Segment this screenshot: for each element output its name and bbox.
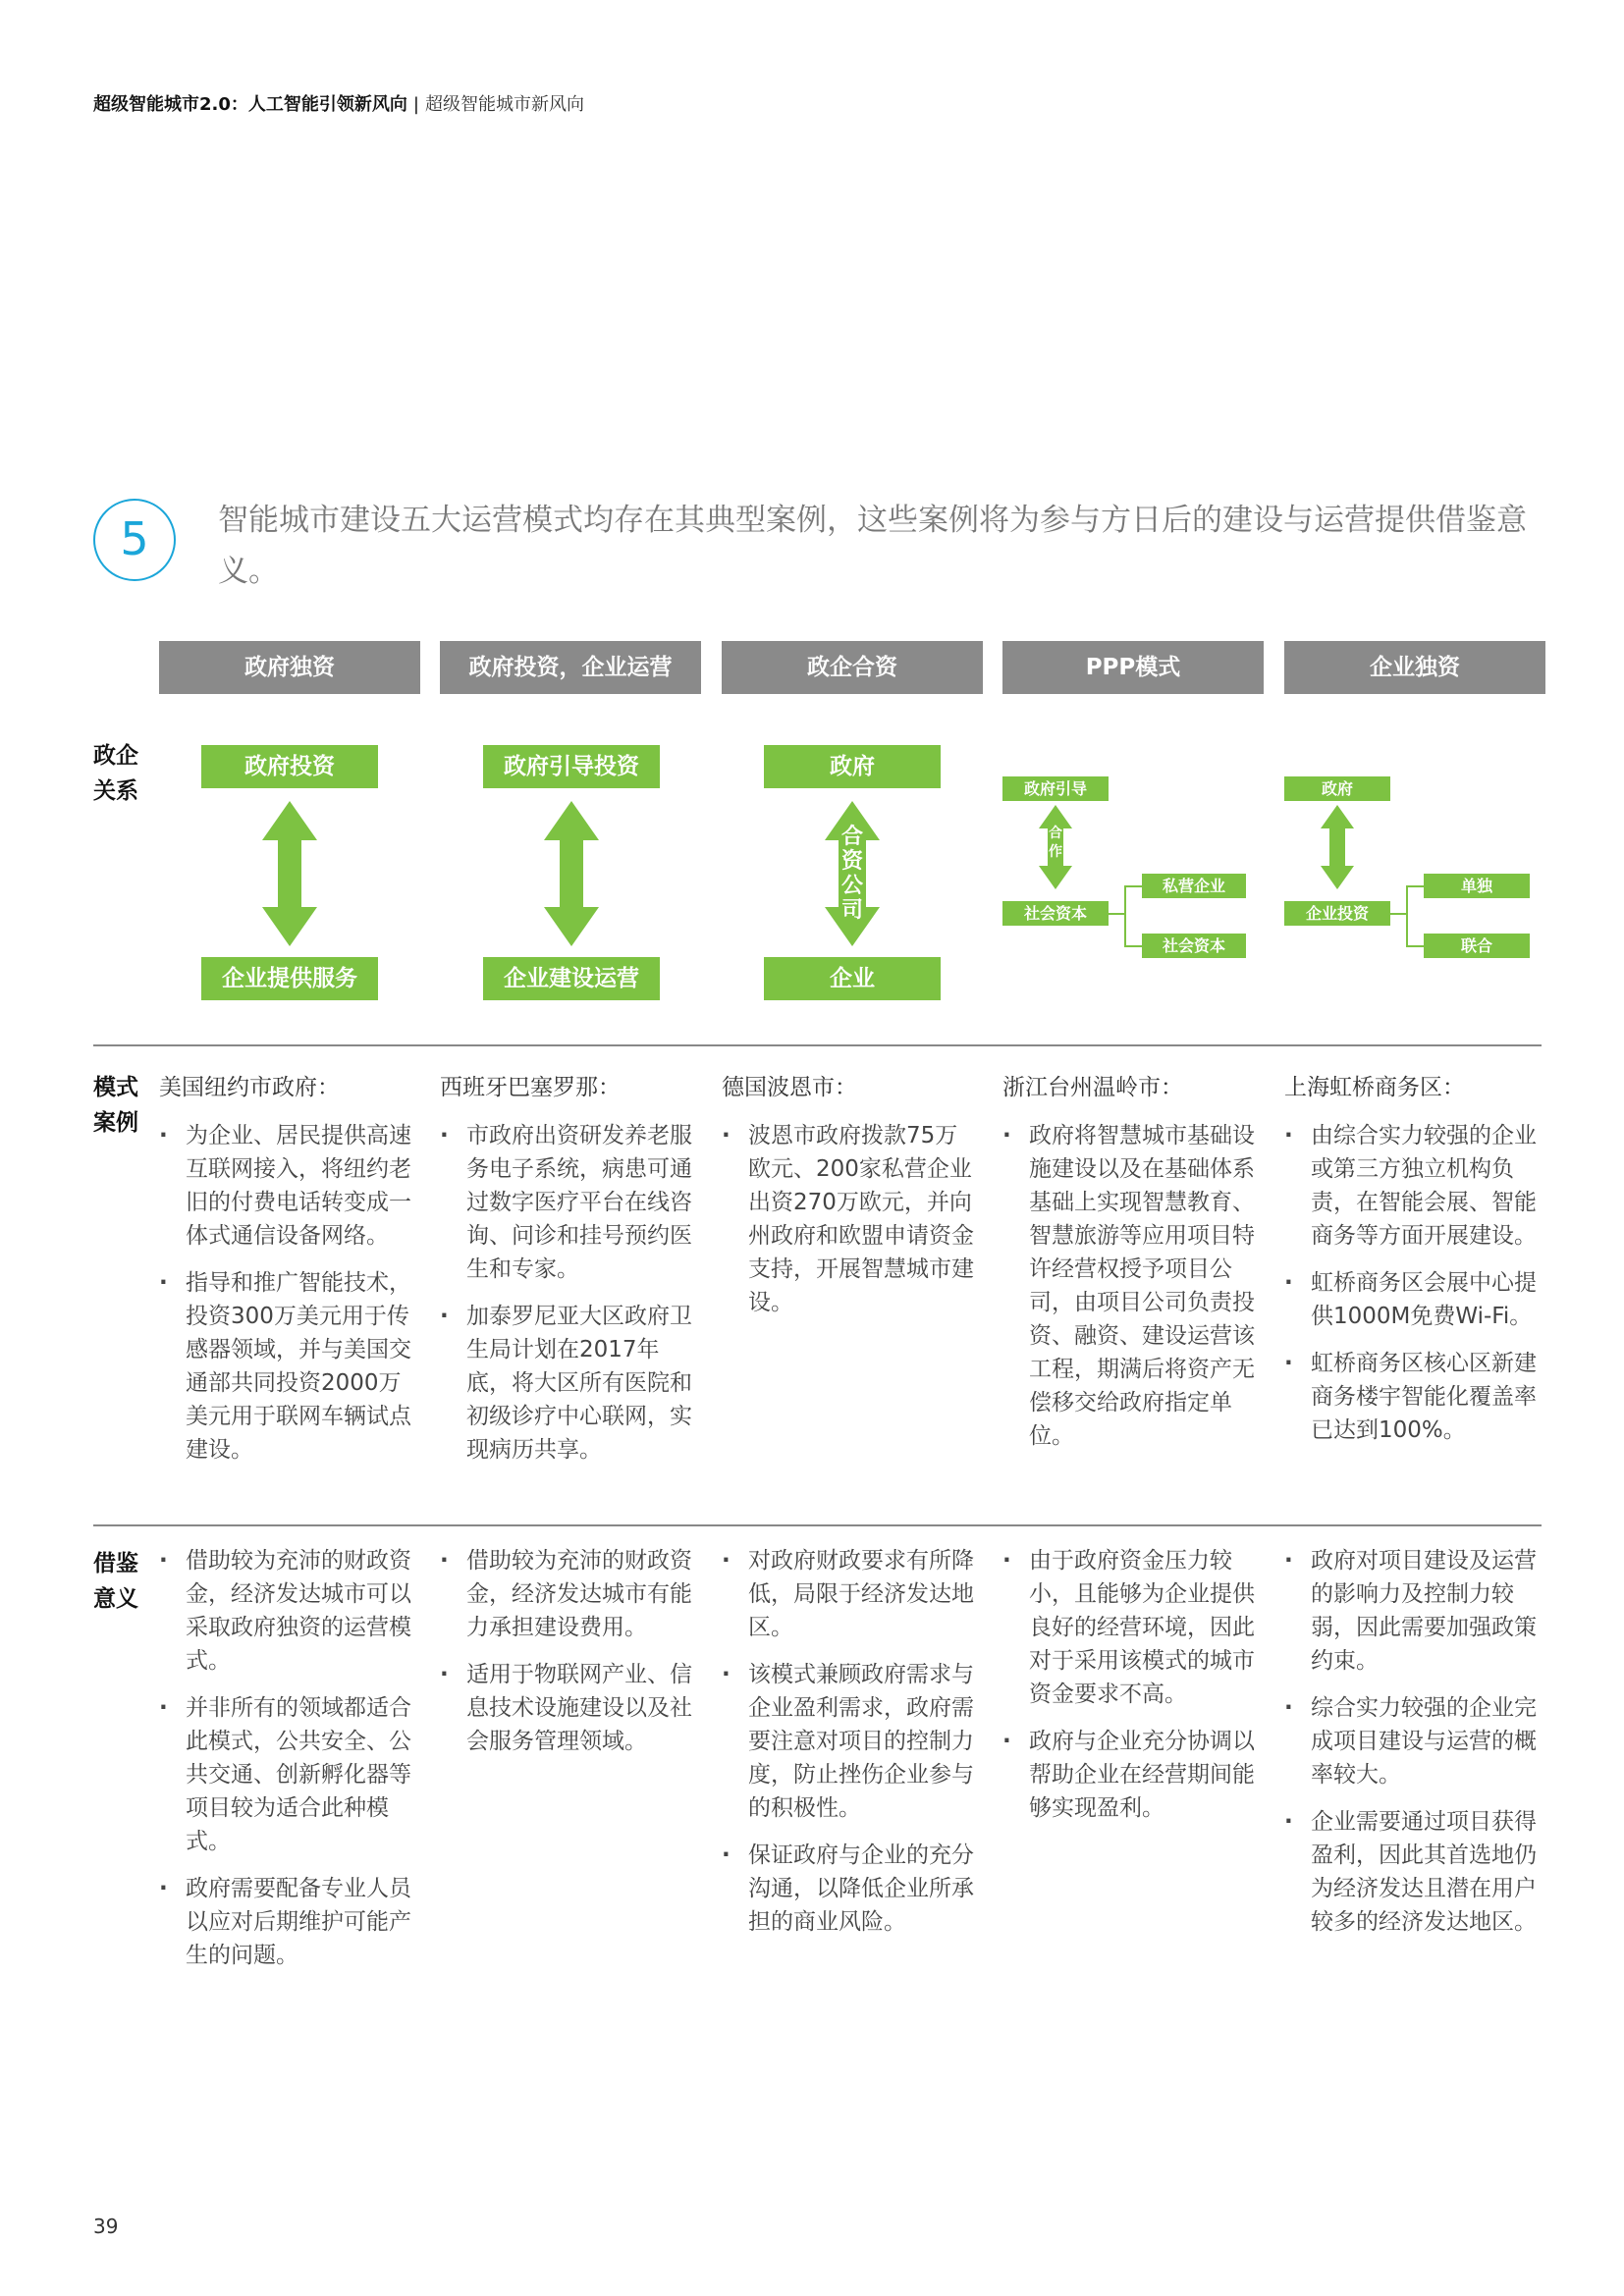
diagram-1-top-box: 政府投资 bbox=[201, 745, 378, 788]
diagram-5-connector bbox=[1406, 885, 1408, 946]
list-item: · 虹桥商务区核心区新建商务楼宇智能化覆盖率已达到100%。 bbox=[1284, 1347, 1542, 1447]
case-title-3: 德国波恩市： bbox=[722, 1075, 857, 1100]
diagram-5-connector bbox=[1406, 945, 1424, 947]
header-title: 超级智能城市2.0：人工智能引领新风向 bbox=[93, 94, 407, 115]
column-header-2: 政府投资，企业运营 bbox=[440, 641, 701, 694]
case-list-4 bbox=[1002, 1119, 1260, 1467]
header-subtitle: 超级智能城市新风向 bbox=[424, 94, 584, 115]
list-item: · 并非所有的领域都适合此模式，公共安全、公共交通、创新孵化器等项目较为适合此种模式。 bbox=[159, 1691, 416, 1858]
diagram-5-left-box: 企业投资 bbox=[1284, 901, 1390, 926]
list-item: · 保证政府与企业的充分沟通，以降低企业所承担的商业风险。 bbox=[722, 1839, 979, 1939]
divider-top bbox=[93, 1044, 1542, 1046]
lessons-list-2 bbox=[440, 1544, 697, 1772]
header-separator: | bbox=[412, 94, 419, 115]
diagram-2-top-box: 政府引导投资 bbox=[483, 745, 660, 788]
list-item: · 政府将智慧城市基础设施建设以及在基础体系基础上实现智慧教育、智慧旅游等应用项目特许经营权授予项目公司，由项目公司负责投资、融资、建设运营该工程，期满后将资产无偿移交给政府指定单位。 bbox=[1002, 1119, 1260, 1453]
row-label-cases: 模式案例 bbox=[93, 1075, 138, 1136]
intro-paragraph: 智能城市建设五大运营模式均存在其典型案例，这些案例将为参与方日后的建设与运营提供借鉴意义。 bbox=[218, 503, 1527, 589]
diagram-4-branch-2: 社会资本 bbox=[1142, 934, 1246, 958]
diagram-4-connector bbox=[1124, 885, 1126, 946]
diagram-3-middle-label: 合资公司 bbox=[840, 825, 863, 923]
running-header bbox=[93, 90, 584, 116]
diagram-4-middle-label: 合作 bbox=[1049, 826, 1062, 860]
diagram-5-connector bbox=[1406, 885, 1424, 887]
list-item: · 政府需要配备专业人员以应对后期维护可能产生的问题。 bbox=[159, 1872, 416, 1972]
case-title-5: 上海虹桥商务区： bbox=[1284, 1075, 1465, 1100]
diagram-4-branch-1: 私营企业 bbox=[1142, 874, 1246, 898]
diagram-5-connector bbox=[1390, 913, 1406, 915]
diagram-4-connector bbox=[1124, 885, 1142, 887]
diagram-5-top-box: 政府 bbox=[1284, 776, 1390, 801]
list-item: · 综合实力较强的企业完成项目建设与运营的概率较大。 bbox=[1284, 1691, 1542, 1791]
list-item: · 借助较为充沛的财政资金，经济发达城市有能力承担建设费用。 bbox=[440, 1544, 697, 1644]
case-list-1 bbox=[159, 1119, 416, 1480]
column-header-1: 政府独资 bbox=[159, 641, 420, 694]
list-item: · 市政府出资研发养老服务电子系统，病患可通过数字医疗平台在线咨询、问诊和挂号预约医生和专家。 bbox=[440, 1119, 697, 1286]
list-item: · 加泰罗尼亚大区政府卫生局计划在2017年底，将大区所有医院和初级诊疗中心联网，实现病历共享。 bbox=[440, 1300, 697, 1467]
diagram-2-double-arrow bbox=[542, 801, 601, 946]
lessons-list-4 bbox=[1002, 1544, 1260, 1839]
row-label-relation: 政企关系 bbox=[93, 743, 138, 804]
list-item: · 波恩市政府拨款75万欧元、200家私营企业出资270万欧元，并向州政府和欧盟申请资金支持，开展智慧城市建设。 bbox=[722, 1119, 979, 1319]
list-item: · 适用于物联网产业、信息技术设施建设以及社会服务管理领域。 bbox=[440, 1658, 697, 1758]
lessons-list-1 bbox=[159, 1544, 416, 1986]
diagram-2-bottom-box: 企业建设运营 bbox=[483, 957, 660, 1000]
list-item: · 该模式兼顾政府需求与企业盈利需求，政府需要注意对项目的控制力度，防止挫伤企业参与的积极性。 bbox=[722, 1658, 979, 1825]
list-item: · 由综合实力较强的企业或第三方独立机构负责，在智能会展、智能商务等方面开展建设。 bbox=[1284, 1119, 1542, 1253]
case-list-2 bbox=[440, 1119, 697, 1480]
list-item: · 政府对项目建设及运营的影响力及控制力较弱，因此需要加强政策约束。 bbox=[1284, 1544, 1542, 1678]
diagram-4-top-box: 政府引导 bbox=[1002, 776, 1109, 801]
case-title-4: 浙江台州温岭市： bbox=[1002, 1075, 1183, 1100]
diagram-5-branch-2: 联合 bbox=[1424, 934, 1530, 958]
case-title-2: 西班牙巴塞罗那： bbox=[440, 1075, 621, 1100]
list-item: · 对政府财政要求有所降低，局限于经济发达地区。 bbox=[722, 1544, 979, 1644]
diagram-4-connector bbox=[1124, 945, 1142, 947]
list-item: · 借助较为充沛的财政资金，经济发达城市可以采取政府独资的运营模式。 bbox=[159, 1544, 416, 1678]
list-item: · 由于政府资金压力较小，且能够为企业提供良好的经营环境，因此对于采用该模式的城市资金要求不高。 bbox=[1002, 1544, 1260, 1711]
row-label-lessons: 借鉴意义 bbox=[93, 1551, 138, 1612]
lessons-list-5 bbox=[1284, 1544, 1542, 1952]
diagram-5-branch-1: 单独 bbox=[1424, 874, 1530, 898]
diagram-1-bottom-box: 企业提供服务 bbox=[201, 957, 378, 1000]
list-item: · 指导和推广智能技术，投资300万美元用于传感器领域，并与美国交通部共同投资2000万美元用于联网车辆试点建设。 bbox=[159, 1266, 416, 1467]
column-header-4: PPP模式 bbox=[1002, 641, 1264, 694]
diagram-3-bottom-box: 企业 bbox=[764, 957, 941, 1000]
list-item: · 为企业、居民提供高速互联网接入，将纽约老旧的付费电话转变成一体式通信设备网络。 bbox=[159, 1119, 416, 1253]
divider-middle bbox=[93, 1524, 1542, 1526]
diagram-5-double-arrow bbox=[1320, 805, 1355, 889]
list-item: · 政府与企业充分协调以帮助企业在经营期间能够实现盈利。 bbox=[1002, 1725, 1260, 1825]
diagram-3-top-box: 政府 bbox=[764, 745, 941, 788]
page-number: 39 bbox=[93, 2215, 119, 2238]
diagram-4-left-box: 社会资本 bbox=[1002, 901, 1109, 926]
column-header-5: 企业独资 bbox=[1284, 641, 1545, 694]
section-number-badge: 5 bbox=[93, 499, 176, 581]
case-list-5 bbox=[1284, 1119, 1542, 1461]
diagram-1-double-arrow bbox=[260, 801, 319, 946]
list-item: · 虹桥商务区会展中心提供1000M免费Wi-Fi。 bbox=[1284, 1266, 1542, 1333]
column-header-3: 政企合资 bbox=[722, 641, 983, 694]
list-item: · 企业需要通过项目获得盈利，因此其首选地仍为经济发达且潜在用户较多的经济发达地区。 bbox=[1284, 1805, 1542, 1939]
case-title-1: 美国纽约市政府： bbox=[159, 1075, 340, 1100]
lessons-list-3 bbox=[722, 1544, 979, 1952]
case-list-3 bbox=[722, 1119, 979, 1333]
diagram-4-connector bbox=[1109, 913, 1124, 915]
